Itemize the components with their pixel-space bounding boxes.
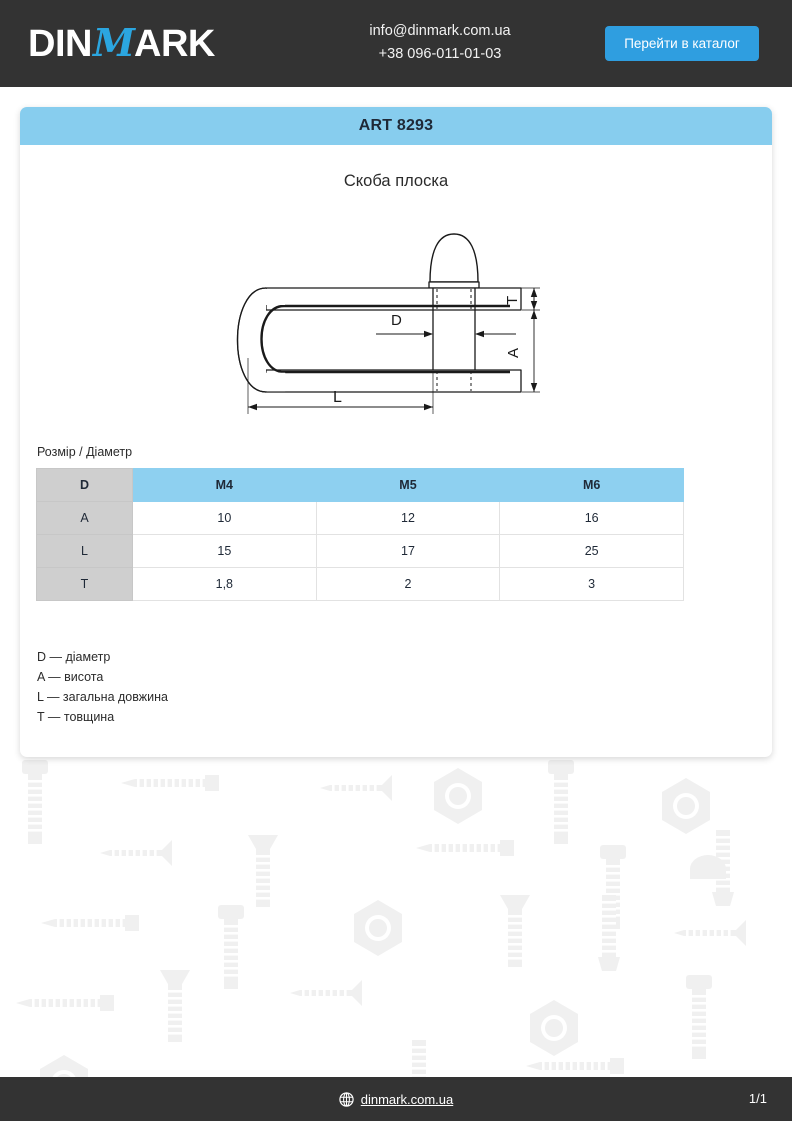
dinmark-logo[interactable] (28, 21, 215, 66)
technical-drawing-wrapper (20, 203, 772, 433)
spec-row-label: D (37, 469, 133, 502)
drawing-label-t: T (504, 295, 521, 305)
spec-row-label: L (37, 535, 133, 568)
spec-cell: 2 (316, 568, 500, 601)
legend-item-t: T — товщина (37, 710, 115, 724)
logo-text-part1: DIN (28, 23, 92, 65)
article-code: ART 8293 (358, 117, 434, 134)
spec-cell: 1,8 (133, 568, 317, 601)
product-card-header (20, 107, 772, 145)
contact-phone[interactable]: +38 096-011-01-03 (378, 46, 502, 62)
table-row (37, 568, 684, 601)
legend-item-a: A — висота (37, 670, 104, 684)
footer-site-link[interactable]: dinmark.com.ua (360, 1091, 454, 1107)
logo-accent-m: M (92, 20, 134, 65)
go-to-catalog-button[interactable]: Перейти в каталог (605, 26, 759, 61)
spec-cell: 25 (500, 535, 684, 568)
spec-row-label: A (37, 502, 133, 535)
drawing-label-d: D (391, 312, 402, 329)
spec-cell: 16 (500, 502, 684, 535)
technical-drawing (226, 203, 566, 418)
logo-text-part2: ARK (134, 23, 215, 65)
spec-row-label: T (37, 568, 133, 601)
spec-cell: 10 (133, 502, 317, 535)
spec-table-block (20, 445, 772, 601)
spec-table (36, 468, 684, 601)
drawing-label-a: A (505, 347, 522, 358)
globe-icon (339, 1092, 354, 1107)
contact-block (340, 20, 540, 66)
spec-cell: 12 (316, 502, 500, 535)
contact-email[interactable]: info@dinmark.com.ua (369, 23, 511, 39)
drawing-label-l: L (333, 389, 342, 406)
spec-cell: M6 (500, 469, 684, 502)
legend-item-d: D — діаметр (37, 650, 111, 664)
product-card (20, 107, 772, 757)
site-header (0, 0, 792, 87)
footer-site-block (0, 1077, 792, 1121)
table-row (37, 469, 684, 502)
spec-cell: 15 (133, 535, 317, 568)
spec-table-caption: Розмір / Діаметр (37, 445, 133, 459)
spec-cell: M5 (316, 469, 500, 502)
page-indicator: 1/1 (748, 1091, 767, 1106)
product-title: Скоба плоска (343, 172, 449, 190)
legend-item-l: L — загальна довжина (37, 690, 168, 704)
table-row (37, 535, 684, 568)
spec-table-body (37, 469, 684, 601)
site-footer (0, 1077, 792, 1121)
spec-cell: 3 (500, 568, 684, 601)
table-row (37, 502, 684, 535)
spec-cell: 17 (316, 535, 500, 568)
spec-cell: M4 (133, 469, 317, 502)
dimension-legend (37, 647, 772, 757)
